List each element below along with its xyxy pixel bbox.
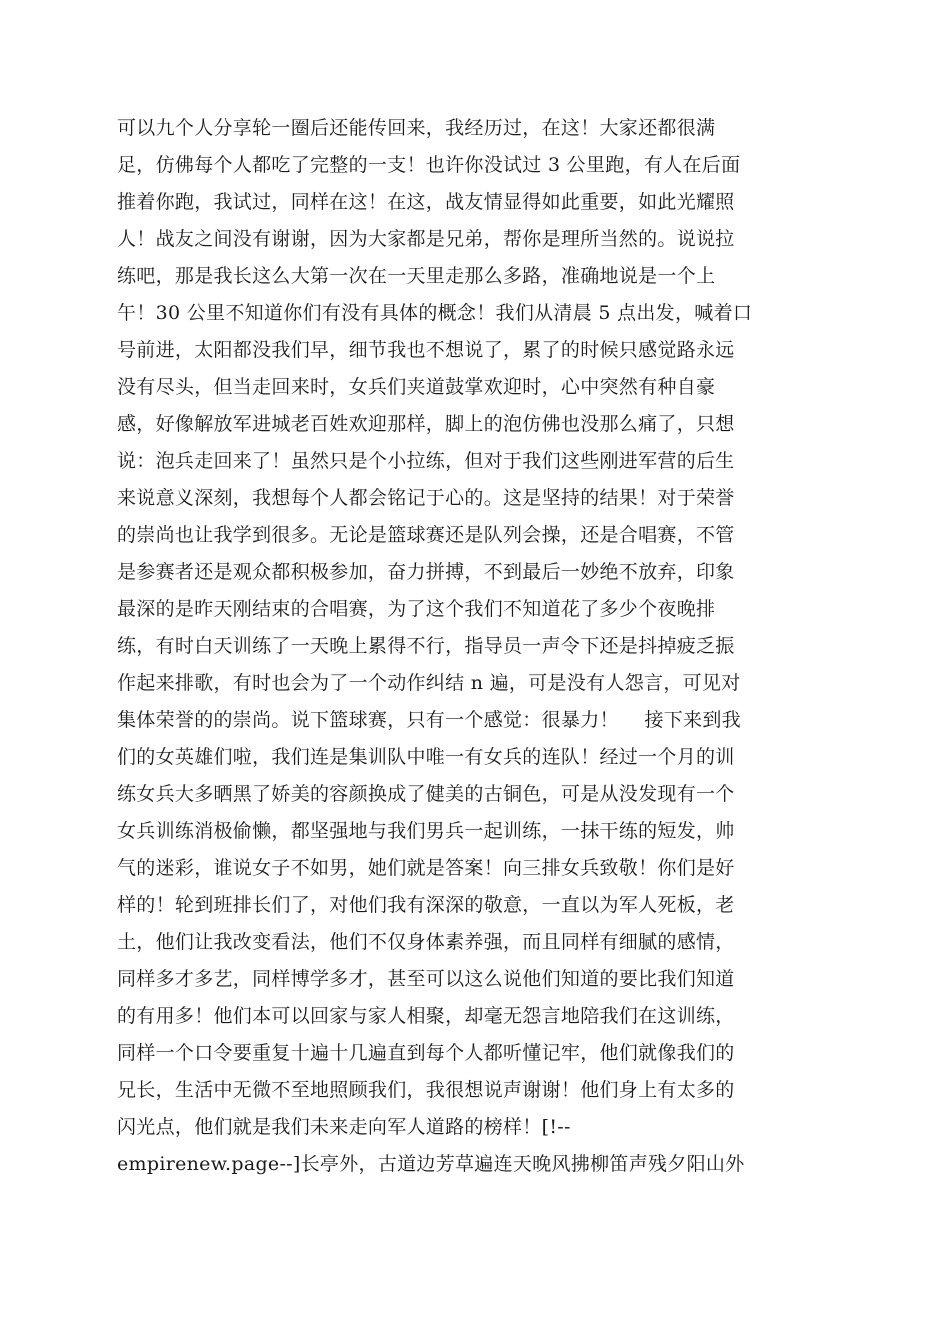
text-line: 们的女英雄们啦，我们连是集训队中唯一有女兵的连队！经过一个月的训 <box>117 746 735 768</box>
text-line: 同样多才多艺，同样博学多才，甚至可以这么说他们知道的要比我们知道 <box>117 968 735 990</box>
body-text <box>117 110 837 1183</box>
text-line: 闪光点，他们就是我们未来走向军人道路的榜样！[!-- <box>117 1116 571 1138</box>
text-line: 作起来排歌，有时也会为了一个动作纠结 n 遍，可是没有人怨言，可见对 <box>117 672 741 694</box>
text-line: 感，好像解放军进城老百姓欢迎那样，脚上的泡仿佛也没那么痛了，只想 <box>117 413 735 435</box>
text-line: 推着你跑，我试过，同样在这！在这，战友情显得如此重要，如此光耀照 <box>117 191 735 213</box>
text-line: 午！30 公里不知道你们有没有具体的概念！我们从清晨 5 点出发，喊着口 <box>117 302 753 324</box>
text-line: 说：泡兵走回来了！虽然只是个小拉练，但对于我们这些刚进军营的后生 <box>117 450 735 472</box>
text-line: 可以九个人分享轮一圈后还能传回来，我经历过，在这！大家还都很满 <box>117 117 716 139</box>
text-line: 同样一个口令要重复十遍十几遍直到每个人都听懂记牢，他们就像我们的 <box>117 1042 735 1064</box>
text-line: 的崇尚也让我学到很多。无论是篮球赛还是队列会操，还是合唱赛，不管 <box>117 524 735 546</box>
text-line: 足，仿佛每个人都吃了完整的一支！也许你没试过 3 公里跑，有人在后面 <box>117 154 741 176</box>
text-line: 练，有时白天训练了一天晚上累得不行，指导员一声令下还是抖掉疲乏振 <box>117 635 735 657</box>
text-line: 女兵训练消极偷懒，都坚强地与我们男兵一起训练，一抹干练的短发，帅 <box>117 820 735 842</box>
text-line: 最深的是昨天刚结束的合唱赛，为了这个我们不知道花了多少个夜晚排 <box>117 598 716 620</box>
text-line: 没有尽头，但当走回来时，女兵们夹道鼓掌欢迎时，心中突然有种自豪 <box>117 376 716 398</box>
text-line: 的有用多！他们本可以回家与家人相聚，却毫无怨言地陪我们在这训练， <box>117 1005 735 1027</box>
text-line: 是参赛者还是观众都积极参加，奋力拼搏，不到最后一妙绝不放弃，印象 <box>117 561 735 583</box>
text-line: 土，他们让我改变看法，他们不仅身体素养强，而且同样有细腻的感情， <box>117 931 735 953</box>
text-line: 集体荣誉的的崇尚。说下篮球赛，只有一个感觉：很暴力！ 接下来到我 <box>117 709 741 731</box>
text-line: 人！战友之间没有谢谢，因为大家都是兄弟，帮你是理所当然的。说说拉 <box>117 228 735 250</box>
text-line: 样的！轮到班排长们了，对他们我有深深的敬意，一直以为军人死板，老 <box>117 894 735 916</box>
text-line: 兄长，生活中无微不至地照顾我们，我很想说声谢谢！他们身上有太多的 <box>117 1079 735 1101</box>
text-line: 气的迷彩，谁说女子不如男，她们就是答案！向三排女兵致敬！你们是好 <box>117 857 735 879</box>
text-line: 号前进，太阳都没我们早，细节我也不想说了，累了的时候只感觉路永远 <box>117 339 735 361</box>
text-line: 来说意义深刻，我想每个人都会铭记于心的。这是坚持的结果！对于荣誉 <box>117 487 735 509</box>
text-line: 练吧，那是我长这么大第一次在一天里走那么多路，准确地说是一个上 <box>117 265 716 287</box>
text-line: 练女兵大多晒黑了娇美的容颜换成了健美的古铜色，可是从没发现有一个 <box>117 783 735 805</box>
text-line: empirenew.page--]长亭外，古道边芳草遍连天晚风拂柳笛声残夕阳山外 <box>117 1153 745 1175</box>
